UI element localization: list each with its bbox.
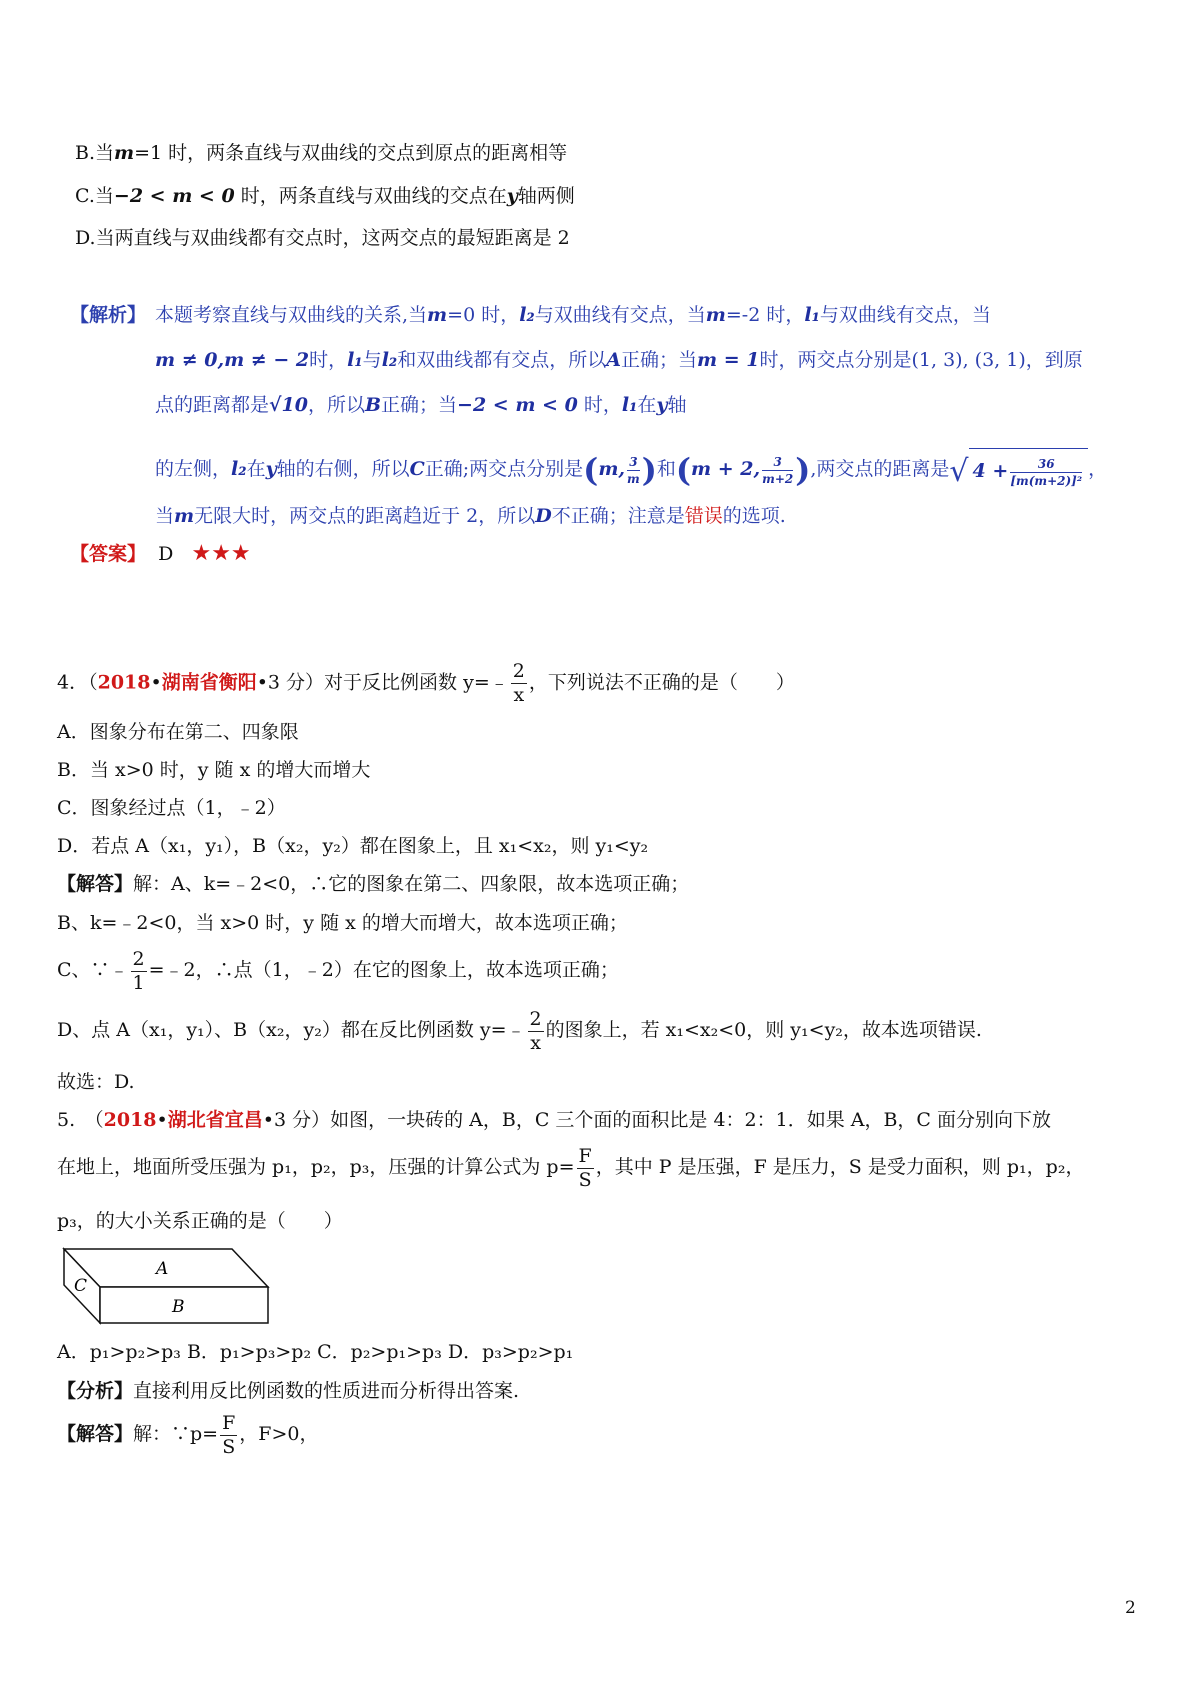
- answer-line: 【答案】 D ★★★: [70, 541, 251, 566]
- q5-stem-3: p₃，的大小关系正确的是（ ）: [57, 1210, 343, 1232]
- label-b: B: [172, 1297, 185, 1317]
- q5-analysis: 【分析】直接利用反比例函数的性质进而分析得出答案.: [57, 1380, 520, 1402]
- fraction-f-over-s: $\frac{F}{S}$: [578, 1144, 592, 1191]
- q4-solution-1: 【解答】解：A、k=﹣2<0，∴它的图象在第二、四象限，故本选项正确；: [57, 873, 690, 895]
- rating-stars: ★★★: [191, 541, 251, 566]
- fraction-36: $\frac{36}{\text{[m(m+2)]²}}$: [1010, 456, 1083, 488]
- analysis-line-4: 的左侧，l₂在y轴的右侧，所以C正确;两交点分别是(m, $\frac{3}{m}$ )和(m + 2, $\frac{3}{m+2}$ ),两交点的距离是√ 4 + $\frac{36}{\text{[m(m+2)]²}}$ ，: [155, 448, 1107, 492]
- q5-stem-2: 在地上，地面所受压强为 p₁，p₂，p₃，压强的计算公式为 p= $\frac{F}{S}$ ，其中 P 是压强，F 是压力，S 是受力面积，则 p₁，p₂，: [57, 1144, 1085, 1191]
- q4-solution-4: D、点 A（x₁，y₁）、B（x₂，y₂）都在反比例函数 y=﹣ $\frac{2}{x}$ 的图象上，若 x₁<x₂<0，则 y₁<y₂，故本选项错误.: [57, 1007, 982, 1054]
- q4-solution-2: B、k=﹣2<0，当 x>0 时，y 随 x 的增大而增大，故本选项正确；: [57, 912, 628, 934]
- fraction-3-over-m: $\frac{3}{m}$: [627, 454, 640, 486]
- q4-option-b: B．当 x>0 时，y 随 x 的增大而增大: [57, 759, 371, 781]
- q4-option-a: A．图象分布在第二、四象限: [57, 721, 299, 743]
- q4-option-c: C．图象经过点（1，﹣2）: [57, 797, 286, 819]
- q5-stem-1: 5. （2018•湖北省宜昌•3 分）如图，一块砖的 A，B，C 三个面的面积比是 4：2：1．如果 A，B，C 面分别向下放: [57, 1109, 1052, 1131]
- analysis-line-2: m ≠ 0,m ≠ − 2时，l₁与l₂和双曲线都有交点，所以A正确；当m = 1时，两交点分别是(1, 3), (3, 1)，到原: [155, 349, 1083, 371]
- fraction-3-over-m-plus-2: $\frac{3}{m+2}$: [762, 454, 794, 486]
- option-d: D.当两直线与双曲线都有交点时，这两交点的最短距离是 2: [75, 227, 570, 249]
- label-c: C: [74, 1276, 88, 1296]
- q4-option-d: D．若点 A（x₁，y₁），B（x₂，y₂）都在图象上，且 x₁<x₂，则 y₁<y₂: [57, 835, 649, 857]
- q4-solution-3: C、∵﹣ $\frac{2}{1}$ =﹣2，∴点（1，﹣2）在它的图象上，故本选项正确；: [57, 947, 619, 994]
- q4-choice: 故选：D.: [57, 1071, 135, 1093]
- q5-solution: 【解答】解：∵p= $\frac{F}{S}$ ，F>0，: [57, 1411, 319, 1458]
- label-a: A: [156, 1259, 169, 1279]
- q4-stem: 4．（2018•湖南省衡阳•3 分）对于反比例函数 y=﹣ $\frac{2}{x}$ ，下列说法不正确的是（ ）: [57, 660, 795, 706]
- option-b: B.当m=1 时，两条直线与双曲线的交点到原点的距离相等: [75, 142, 568, 164]
- analysis-tag: 【解析】: [70, 304, 147, 326]
- analysis-line-5: 当m无限大时，两交点的距离趋近于 2，所以D不正确；注意是错误的选项.: [155, 505, 786, 527]
- brick-figure: [62, 1247, 272, 1327]
- fraction-f-over-s: $\frac{F}{S}$: [222, 1411, 236, 1458]
- fraction-2-over-x: $\frac{2}{x}$: [512, 660, 525, 706]
- q5-options: A．p₁>p₂>p₃ B．p₁>p₃>p₂ C．p₂>p₁>p₃ D．p₃>p₂>p₁: [57, 1341, 574, 1363]
- distance-sqrt: √ 4 + $\frac{36}{\text{[m(m+2)]²}}$: [949, 448, 1088, 492]
- fraction-2-over-1: $\frac{2}{1}$: [132, 947, 145, 994]
- option-c: C.当−2 < m < 0 时，两条直线与双曲线的交点在y轴两侧: [75, 185, 575, 207]
- fraction-2-over-x: $\frac{2}{x}$: [529, 1007, 542, 1054]
- analysis-line-3: 点的距离都是√10，所以B正确；当−2 < m < 0 时，l₁在y轴: [155, 394, 687, 416]
- page-number: 2: [1125, 1598, 1136, 1618]
- analysis-line-1: 本题考察直线与双曲线的关系,当m=0 时，l₂与双曲线有交点，当m=-2 时，l₁与双曲线有交点，当: [155, 304, 991, 326]
